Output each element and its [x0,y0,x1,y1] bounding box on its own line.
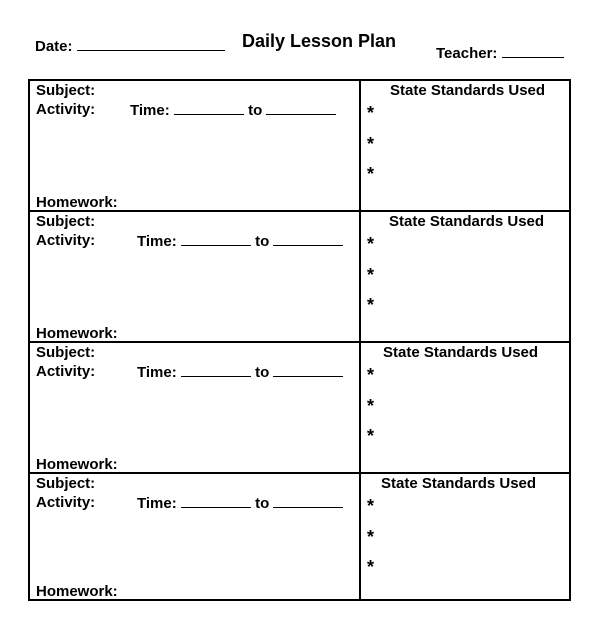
standards-title: State Standards Used [381,475,537,492]
homework-label: Homework: [36,194,118,211]
activity-label: Activity: [36,232,96,249]
homework-label: Homework: [36,583,118,600]
standard-bullet: * [367,234,375,254]
time-group [137,494,343,512]
time-label: Time: [137,233,177,250]
standard-bullet: * [367,103,375,123]
standard-bullet: * [367,134,375,154]
standard-bullet: * [367,557,375,577]
standard-bullet: * [367,396,375,416]
time-end-field[interactable] [273,232,343,246]
time-end-field[interactable] [273,494,343,508]
header-teacher [436,44,564,62]
time-label: Time: [137,495,177,512]
to-label: to [255,364,270,381]
time-start-field[interactable] [181,232,251,246]
teacher-field[interactable] [502,44,564,58]
time-label: Time: [130,102,170,119]
time-label: Time: [137,364,177,381]
activity-label: Activity: [36,494,96,511]
subject-label: Subject: [36,344,96,361]
standard-bullet: * [367,265,375,285]
time-group [130,101,336,119]
to-label: to [255,495,270,512]
time-end-field[interactable] [266,101,336,115]
activity-label: Activity: [36,363,96,380]
time-group [137,232,343,250]
page-title: Daily Lesson Plan [242,31,397,51]
lesson-row [30,210,569,343]
lesson-row [30,472,569,601]
to-label: to [255,233,270,250]
standard-bullet: * [367,365,375,385]
time-start-field[interactable] [181,494,251,508]
header-date [35,37,225,55]
time-group [137,363,343,381]
time-end-field[interactable] [273,363,343,377]
standards-title: State Standards Used [383,344,539,361]
date-label: Date: [35,38,73,55]
activity-label: Activity: [36,101,96,118]
homework-label: Homework: [36,325,118,342]
subject-label: Subject: [36,475,96,492]
standards-title: State Standards Used [389,213,545,230]
time-start-field[interactable] [174,101,244,115]
date-field[interactable] [77,37,225,51]
homework-label: Homework: [36,456,118,473]
time-start-field[interactable] [181,363,251,377]
lesson-row [30,341,569,474]
standard-bullet: * [367,295,375,315]
lesson-table [28,79,571,601]
subject-label: Subject: [36,82,96,99]
standard-bullet: * [367,527,375,547]
standard-bullet: * [367,164,375,184]
standard-bullet: * [367,496,375,516]
teacher-label: Teacher: [436,45,498,62]
standards-title: State Standards Used [390,82,546,99]
lesson-row [30,81,569,212]
to-label: to [248,102,263,119]
standard-bullet: * [367,426,375,446]
subject-label: Subject: [36,213,96,230]
